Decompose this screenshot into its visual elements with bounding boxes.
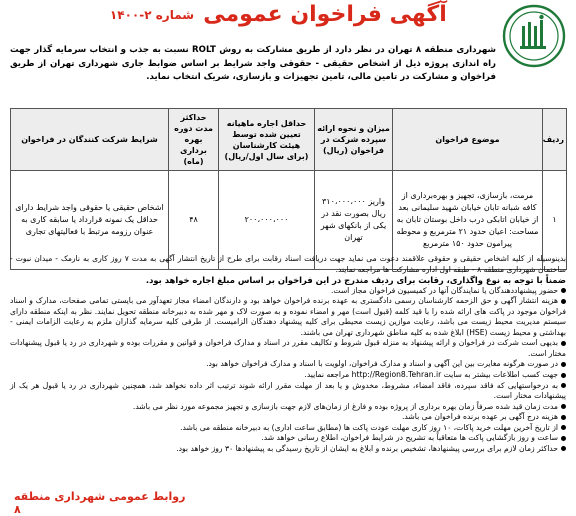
cell-subject: مرمت، بازسازی، تجهیز و بهره‌برداری از کافه شبانه تابان خیابان شهید سلیمانی بعد از خیابان اتابکی درب داخل بوستان تابان به مساحت: اعیان حدود ۲۱ مترمربع و محوطه پیرامون حدود ۱۵۰ مترمربع bbox=[393, 171, 543, 270]
bullet-icon bbox=[561, 404, 566, 409]
col-rent-header: حداقل اجاره ماهیانه تعیین شده توسط هیئت کارشناسان (برای سال اول/ریال) bbox=[219, 109, 315, 171]
bullet-icon bbox=[561, 425, 566, 430]
issue-number: شماره ۲-۱۴۰۰ bbox=[109, 8, 195, 22]
tehran-municipality-logo-icon bbox=[502, 4, 566, 68]
cell-rent: ۲۰۰،۰۰۰،۰۰۰ bbox=[219, 171, 315, 270]
tender-table bbox=[10, 108, 567, 270]
body-paragraph: از تاریخ آخرین مهلت خرید پاکات، ۱۰ روز کاری مهلت عودت پاکت ها (مطابق ساعت اداری) به دبیرخانه منطقه می باشد. bbox=[10, 423, 566, 434]
notice-title: آگهی فراخوان عمومی bbox=[203, 2, 447, 27]
bullet-icon bbox=[561, 383, 566, 388]
body-paragraph-emphasis: ضمناً با توجه به نوع واگذاری، رقابت برای ردیف مندرج در این فراخوان بر اساس مبلغ اجاره خواهد بود. bbox=[145, 275, 566, 286]
col-conditions-header: شرایط شرکت کنندگان در فراخوان bbox=[11, 109, 169, 171]
body-paragraph: مدت زمان قید شده صرفاً زمان بهره برداری از پروژه بوده و فارغ از زمان‌های لازم جهت بازسازی و تجهیز مجموعه مورد نظر می باشد. bbox=[10, 402, 566, 413]
cell-row: ۱ bbox=[543, 171, 567, 270]
bullet-icon bbox=[561, 436, 566, 441]
public-relations-signature: روابط عمومی شهرداری منطقه ۸ bbox=[14, 490, 186, 516]
body-paragraph-website: جهت کسب اطلاعات بیشتر به سایت http://Region8.Tehran.ir مراجعه نمایید. bbox=[10, 370, 566, 381]
cell-share: واریز ۳۱۰،۰۰۰،۰۰۰ ریال بصورت نقد در یکی از بانکهای شهر تهران bbox=[315, 171, 393, 270]
body-paragraph: بدیهی است شرکت در فراخوان و ارائه پیشنهاد به منزله قبول شروط و تکالیف مقرر در اسناد و مدارک فراخوان و قوانین و مقررات بوده و شهرداری در رد یا قبول پیشنهادات مختار است. bbox=[10, 338, 566, 358]
bullet-icon bbox=[561, 288, 566, 293]
bullet-icon bbox=[561, 362, 566, 367]
bullet-icon bbox=[561, 446, 566, 451]
bullet-icon bbox=[561, 373, 566, 378]
body-paragraph: بدینوسیله از کلیه اشخاص حقیقی و حقوقی علاقمند دعوت می نماید جهت دریافت اسناد رقابت برای طرح از تاریخ انتشار آگهی به مدت ۷ روز کاری به نارمک - میدان نبوت - ساختمان شهرداری منطقه ۸ - طبقه اول اداره مشارکت ها مراجعه نمایند. bbox=[10, 254, 566, 274]
notice-body bbox=[10, 254, 566, 454]
body-paragraph: به درخواستهایی که فاقد سپرده، فاقد امضاء، مشروط، مخدوش و یا بعد از مهلت مقرر ارائه شوند ترتیب اثر داده نخواهد شد، همچنین شهرداری در رد یا قبول هر یک از پیشنهادات مختار است. bbox=[10, 380, 566, 401]
body-paragraph: حداکثر زمان لازم برای بررسی پیشنهادها، تشخیص برنده و ابلاغ به ایشان از تاریخ رسیدگی به پیشنهادها ۳۰ روز خواهد بود. bbox=[10, 444, 566, 455]
body-paragraph: ساعت و روز بازگشایی پاکت ها متعاقباً به تشریح در شرایط فراخوان، اطلاع رسانی خواهد شد. bbox=[10, 433, 566, 444]
cell-duration: ۴۸ bbox=[169, 171, 219, 270]
col-subject-header: موضوع فراخوان bbox=[393, 109, 543, 171]
col-share-header: میزان و نحوه ارائه سپرده شرکت در فراخوان (ریال) bbox=[315, 109, 393, 171]
body-paragraph: حضور پیشنهاددهندگان یا نمایندگان آنها در کمیسیون فراخوان مجاز است. bbox=[10, 286, 566, 297]
bullet-icon bbox=[561, 415, 566, 420]
body-paragraph: در صورت هرگونه مغایرت بین این آگهی و اسناد و مدارک فراخوان، اولویت با اسناد و مدارک فراخوان خواهد بود. bbox=[10, 359, 566, 370]
cell-conditions: اشخاص حقیقی یا حقوقی واجد شرایط دارای حداقل یک نمونه قرارداد یا سابقه کاری به عنوان رزومه مرتبط با فعالیتهای تجاری bbox=[11, 171, 169, 270]
col-row-header: ردیف bbox=[543, 109, 567, 171]
body-paragraph: هزینه انتشار آگهی و حق الزحمه کارشناسان رسمی دادگستری به عهده برنده فراخوان خواهد بود و دارندگان امضاء مجاز تعهدآور می بایستی تمامی صفحات، مدارک و اسناد فراخوان موجود در پاکت های ارائه شده را با قید کلمه (قبول است) مهر و امضاء نموده و به صورت لاک و مهر شده به دبیرخانه منطقه تحویل نمایند. نظر به اینکه منطقه دارای سیستم مدیریت محیط زیست می باشد، رعایت موازین زیست محیطی برای کلیه پیشنهاد دهندگان الزامیست. از طرفی کلیه سرمایه گذاران ملزم به رعایت الزامات ایمنی - بهداشتی و محیط زیست (HSE) ابلاغ شده به کلیه مناطق شهرداری تهران می باشند. bbox=[10, 296, 566, 337]
body-paragraph: هزینه درج آگهی بر عهده برنده فراخوان می باشد. bbox=[10, 412, 566, 423]
bullet-icon bbox=[561, 299, 566, 304]
notice-header bbox=[0, 0, 576, 46]
intro-paragraph: شهرداری منطقه ۸ تهران در نظر دارد از طریق مشارکت به روش ROLT نسبت به جذب و انتخاب سرمایه گذار جهت راه اندازی پروژه ذیل از اشخاص حقیقی - حقوقی واجد شرایط بر اساس ضوابط جاری شهرداری تهران از طریق فراخوان و مشارکت در تامین مالی، تامین تجهیزات و بازسازی، شریک انتخاب نماید. bbox=[10, 45, 496, 83]
col-duration-header: حداکثر مدت دوره بهره برداری (ماه) bbox=[169, 109, 219, 171]
table-header-row bbox=[11, 109, 567, 171]
bullet-icon bbox=[561, 341, 566, 346]
